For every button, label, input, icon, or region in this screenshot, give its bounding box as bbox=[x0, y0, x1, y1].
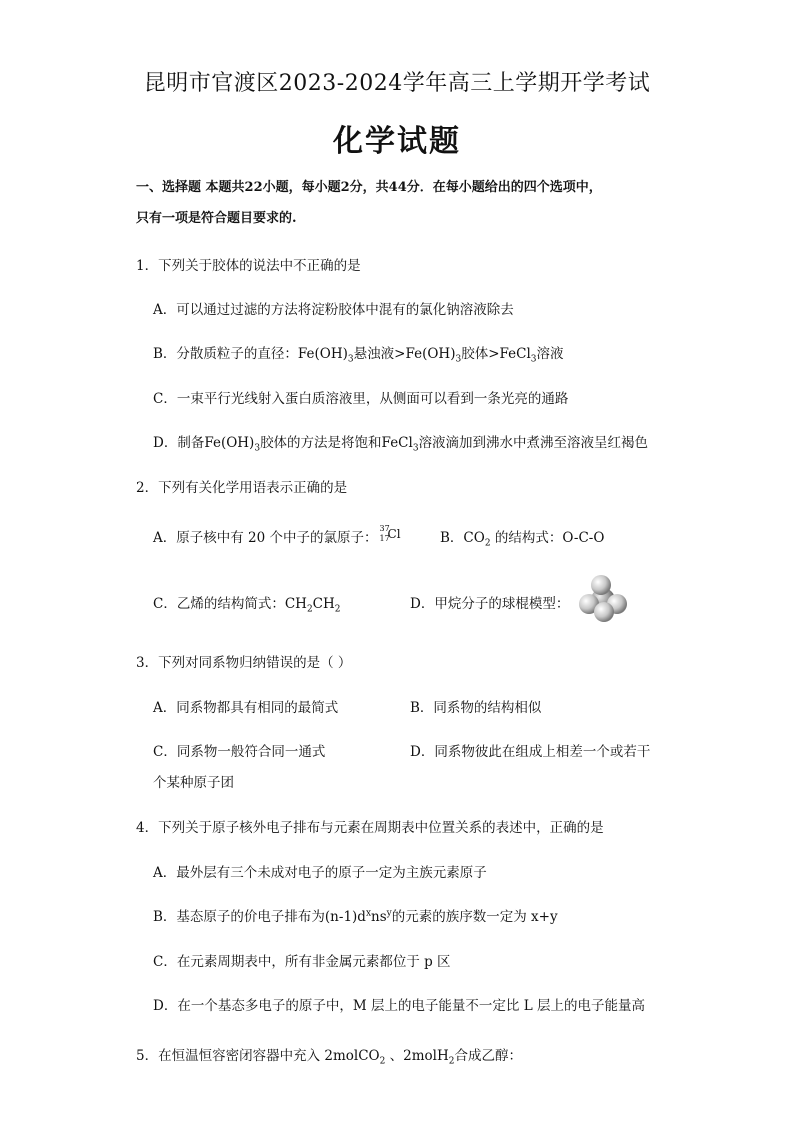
q1-option-d: D．制备$Fe(OH)_3$胶体的方法是将饱和FeCl$_3$溶液滴加到沸水中煮沸至溶液呈红褐色 bbox=[153, 435, 649, 454]
exam-title: 昆明市官渡区2023-2024学年高三上学期开学考试 bbox=[143, 71, 651, 96]
q1-option-a: A．可以通过过滤的方法将淀粉胶体中混有的氯化钠溶液除去 bbox=[153, 302, 514, 318]
q4-option-c: C．在元素周期表中，所有非金属元素都位于 p 区 bbox=[153, 954, 451, 970]
methane-ball-stick-model-image bbox=[577, 574, 629, 624]
q1-option-c: C．一束平行光线射入蛋白质溶液里，从侧面可以看到一条光亮的通路 bbox=[153, 391, 569, 407]
q3-option-d: D．同系物彼此在组成上相差一个或若干 bbox=[410, 744, 651, 760]
q3-option-b: B．同系物的结构相似 bbox=[410, 700, 542, 716]
q2-option-a: A．原子核中有 20 个中子的氯原子： 37 17 Cl bbox=[153, 524, 401, 546]
chlorine-isotope-notation: 37 17 Cl bbox=[379, 524, 401, 543]
q4-stem: 4．下列关于原子核外电子排布与元素在周期表中位置关系的表述中，正确的是 bbox=[136, 820, 604, 836]
q3-stem: 3．下列对同系物归纳错误的是（ ） bbox=[136, 655, 352, 671]
q1-option-b: B．分散质粒子的直径：$Fe(OH)_3$悬浊液$>Fe(OH)_3$胶体>FeCl$_3$溶液 bbox=[153, 346, 564, 365]
q4-option-a: A．最外层有三个未成对电子的原子一定为主族元素原子 bbox=[153, 865, 487, 881]
q4-option-b: B．基态原子的价电子排布为$(n-1)d^xns^y$的元素的族序数一定为 x+y bbox=[153, 908, 558, 925]
q2-option-b: B．$CO_2$ 的结构式：O-C-O bbox=[440, 530, 605, 549]
section-intro-line2: 只有一项是符合题目要求的. bbox=[136, 211, 297, 226]
q3-option-a: A．同系物都具有相同的最简式 bbox=[153, 700, 339, 716]
q2-option-c: C．乙烯的结构简式：$CH_2CH_2$ bbox=[153, 596, 341, 615]
q2-stem: 2．下列有关化学用语表示正确的是 bbox=[136, 480, 348, 496]
section-intro-line1: 一、选择题 本题共22小题，每小题2分，共44分．在每小题给出的四个选项中， bbox=[136, 180, 602, 195]
q3-option-d-continued: 个某种原子团 bbox=[153, 775, 234, 791]
q2-option-d: D．甲烷分子的球棍模型： bbox=[410, 596, 570, 612]
q1-stem: 1．下列关于胶体的说法中不正确的是 bbox=[136, 258, 361, 274]
q4-option-d: D．在一个基态多电子的原子中，M 层上的电子能量不一定比 L 层上的电子能量高 bbox=[153, 998, 645, 1014]
q5-stem: 5．在恒温恒容密闭容器中充入 2molCO$_2$ 、2molH$_2$合成乙醇： bbox=[136, 1048, 522, 1067]
q3-option-c: C．同系物一般符合同一通式 bbox=[153, 744, 326, 760]
exam-subtitle: 化学试题 bbox=[333, 124, 461, 159]
